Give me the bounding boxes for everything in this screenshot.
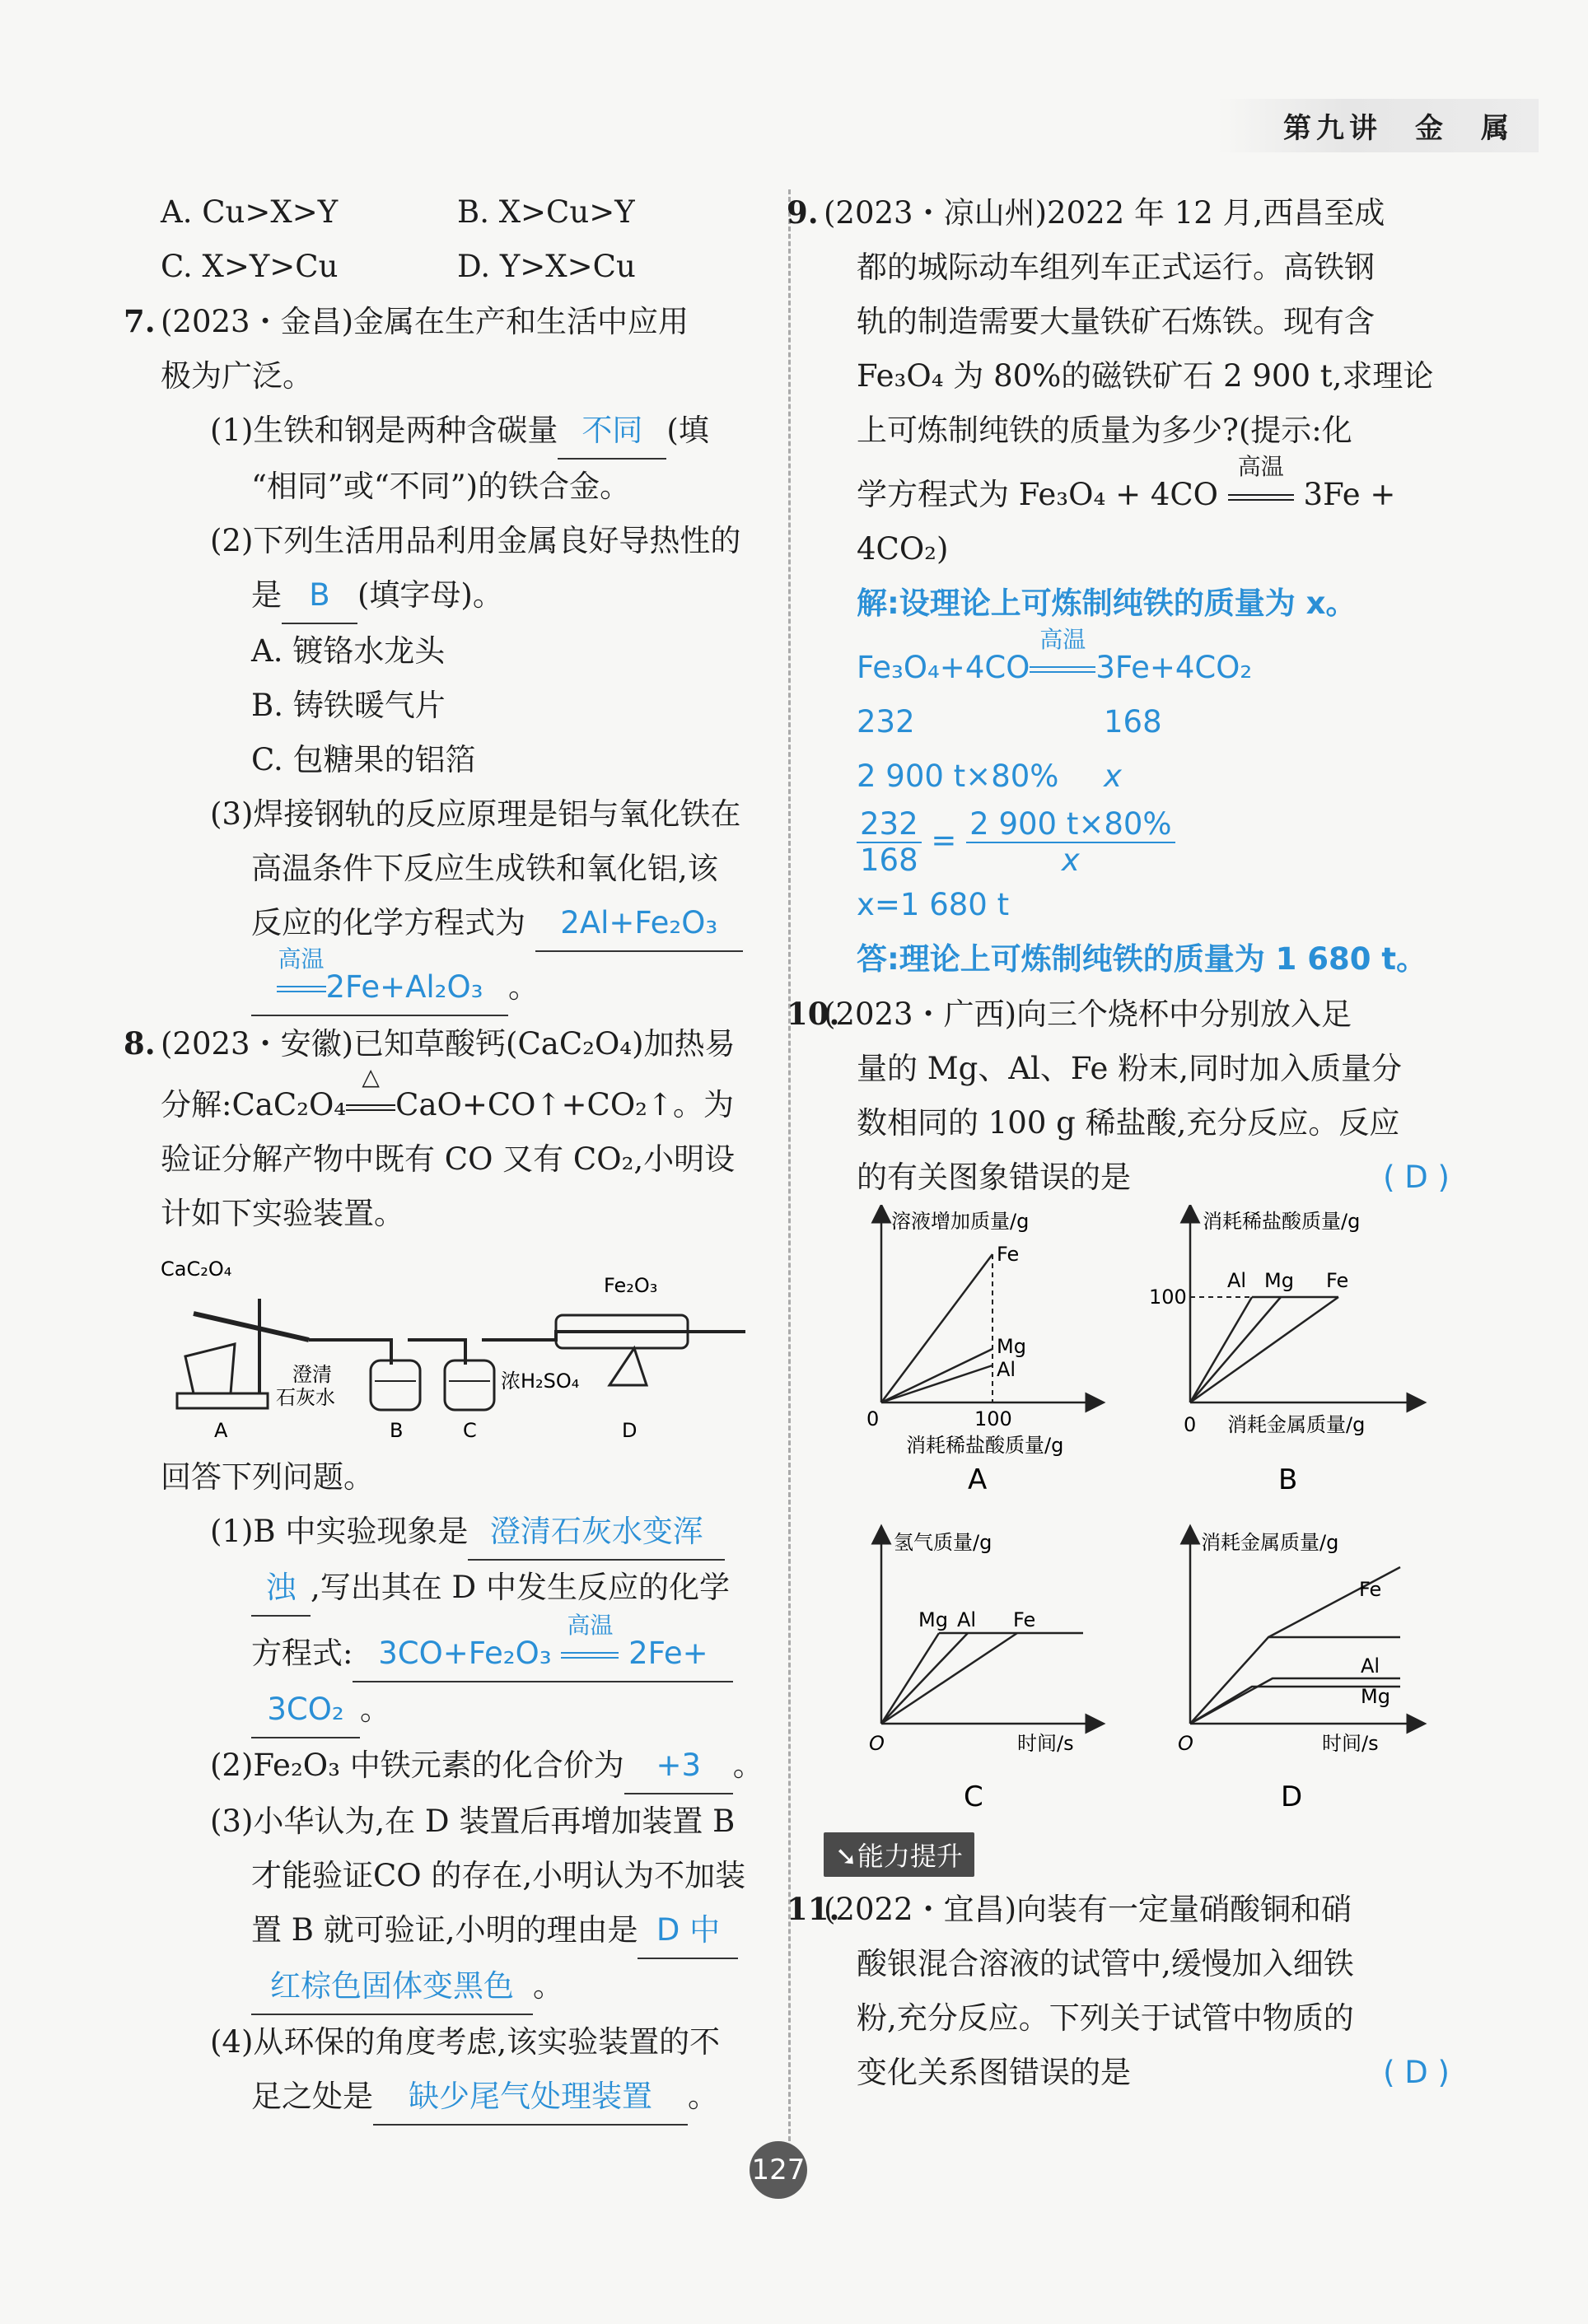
q11-number: 11. (787, 1891, 840, 1927)
graph-d-origin: O (1178, 1732, 1193, 1755)
graph-d (1178, 1531, 1417, 1813)
graph-c-caption: C (964, 1780, 983, 1813)
graph-a-caption: A (968, 1463, 988, 1496)
q8-p3-end: 。 (533, 1968, 563, 2004)
q6-option-a: A. Cu>X>Y (161, 194, 339, 230)
graph-a-mg: Mg (997, 1335, 1026, 1358)
q7-stem-cont: 极为广泛。 (161, 358, 313, 394)
fig-label-b: B (390, 1419, 404, 1442)
q9-solution-condition: 高温 (1039, 626, 1086, 653)
question-10 (787, 987, 1450, 1826)
chapter-header: 第九讲 金 属 (1217, 99, 1539, 152)
graph-d-ylabel: 消耗金属质量/g (1201, 1531, 1339, 1554)
graph-d-caption: D (1281, 1780, 1303, 1813)
q7-p3-product: 2Fe+Al₂O₃ (325, 969, 483, 1005)
graph-c-ylabel: 氢气质量/g (894, 1531, 992, 1554)
q8-p3-text: (3)小华认为,在 D 装置后再增加装置 B (210, 1804, 736, 1839)
q9-solution-mass-1: 232 (857, 704, 915, 740)
q8-p3-answer-1: D 中 (638, 1903, 738, 1959)
graph-a-line-al (881, 1365, 992, 1402)
q7-p3-answer-2 (251, 945, 508, 1016)
graph-b-ylabel: 消耗稀盐酸质量/g (1203, 1210, 1361, 1233)
q6-option-d: D. Y>X>Cu (457, 249, 636, 284)
q7-option-b: B. 铸铁暖气片 (251, 688, 446, 723)
q9-line-2: 都的城际动车组列车正式运行。高铁钢 (857, 250, 1375, 285)
graph-b-line-fe (1190, 1297, 1338, 1402)
q8-p3-answer-2: 红棕色固体变黑色 (251, 1959, 533, 2015)
graph-a-x100: 100 (974, 1407, 1012, 1430)
graph-b-y100: 100 (1149, 1286, 1187, 1309)
q8-p1-answer-1: 澄清石灰水变浑 (468, 1505, 725, 1561)
q9-solution-result: x=1 680 t (857, 887, 1010, 922)
q9-fraction-2-den: x (1061, 842, 1080, 878)
q10-number: 10. (787, 996, 840, 1032)
graph-a-origin: 0 (866, 1407, 880, 1430)
graph-a-xlabel: 消耗稀盐酸质量/g (906, 1434, 1064, 1457)
fig-limewater-label-2: 石灰水 (276, 1386, 335, 1409)
q10-graphs (824, 1205, 1450, 1822)
q9-line-5: 上可炼制纯铁的质量为多少?(提示:化 (857, 413, 1352, 448)
q7-p3-condition: 高温 (278, 945, 325, 973)
graph-a (866, 1210, 1095, 1496)
graph-b (1149, 1210, 1417, 1496)
q8-eq-products: 2Fe+ (628, 1636, 708, 1671)
q9-solution-eq-left: Fe₃O₄+4CO (857, 650, 1030, 685)
fig-lamp-d (610, 1348, 647, 1385)
q9-line-3: 轨的制造需要大量铁矿石炼铁。现有含 (857, 304, 1375, 339)
q8-p1-prompt: 方程式: (251, 1636, 353, 1671)
q8-p2-end: 。 (732, 1748, 764, 1783)
q8-p4-text: (4)从环保的角度考虑,该实验装置的不 (210, 2024, 721, 2060)
q7-p3-text: (3)焊接钢轨的反应原理是铝与氧化铁在 (210, 796, 741, 832)
q7-p3-end: 。 (508, 969, 539, 1005)
q9-hint-condition: 高温 (1237, 453, 1284, 480)
fig-h2so4-label: 浓H₂SO₄ (501, 1370, 580, 1393)
q8-p2-text: (2)Fe₂O₃ 中铁元素的化合价为 (210, 1748, 624, 1783)
graph-d-al: Al (1361, 1654, 1380, 1678)
q7-option-a: A. 镀铬水龙头 (251, 633, 446, 669)
graph-b-mg: Mg (1264, 1269, 1294, 1292)
q8-p1-text: (1)B 中实验现象是 (210, 1514, 469, 1549)
graph-a-fe: Fe (997, 1243, 1020, 1266)
graph-c-fe: Fe (1013, 1608, 1036, 1631)
graph-b-line-al (1190, 1297, 1252, 1402)
q7-p1-hint: (填 (666, 413, 709, 448)
q8-stem-3: 验证分解产物中既有 CO 又有 CO₂,小明设 (161, 1141, 736, 1177)
graph-c-line-al (881, 1633, 968, 1724)
graph-c-origin: O (869, 1732, 885, 1755)
graph-b-caption: B (1278, 1463, 1298, 1496)
graph-c-xlabel: 时间/s (1017, 1732, 1074, 1755)
q8-p3-cont: 才能验证CO 的存在,小明认为不加装 (251, 1858, 746, 1893)
fig-label-c: C (463, 1419, 477, 1442)
graph-c-line-fe (881, 1633, 1017, 1724)
q9-line-4: Fe₃O₄ 为 80%的磁铁矿石 2 900 t,求理论 (857, 358, 1434, 394)
graph-b-origin: 0 (1184, 1413, 1197, 1436)
q9-line-7: 4CO₂) (857, 531, 949, 567)
question-8 (124, 1016, 764, 2126)
q8-stem-4: 计如下实验装置。 (161, 1196, 404, 1231)
graph-a-line-mg (881, 1349, 992, 1402)
q8-ask: 回答下列问题。 (161, 1459, 374, 1495)
graph-d-line-fe (1190, 1637, 1400, 1724)
q8-heat-symbol: △ (362, 1063, 380, 1090)
q8-eq-condition: 高温 (567, 1612, 614, 1639)
fig-bottle-b (371, 1360, 420, 1410)
q9-solution-let: 解:设理论上可炼制纯铁的质量为 x。 (857, 586, 1357, 621)
q9-line-6a: 学方程式为 Fe₃O₄ + 4CO (857, 477, 1219, 512)
q7-number: 7. (124, 303, 156, 339)
q9-solution-eq-right: 3Fe+4CO₂ (1095, 650, 1253, 685)
q8-apparatus-figure (161, 1241, 754, 1447)
graph-b-line-mg (1190, 1297, 1281, 1402)
q7-p1-cont: “相同”或“不同”)的铁合金。 (251, 469, 631, 504)
q11-line-2: 酸银混合溶液的试管中,缓慢加入细铁 (857, 1946, 1354, 1981)
fig-cac2o4-label: CaC₂O₄ (161, 1258, 232, 1281)
graph-a-al: Al (997, 1358, 1016, 1381)
q8-p4-end: 。 (688, 2079, 718, 2114)
q7-p2-text: (2)下列生活用品利用金属良好导热性的 (210, 523, 741, 558)
section-heading (824, 1832, 1450, 1877)
q9-solution-given: 2 900 t×80% (857, 758, 1059, 794)
q7-p2-answer: B (282, 568, 357, 624)
q8-p1-equation (353, 1612, 733, 1682)
q7-p1-answer: 不同 (558, 404, 666, 460)
q10-answer: ( D ) (1383, 1160, 1450, 1195)
q11-line-4: 变化关系图错误的是 (857, 2055, 1131, 2090)
fig-burner (185, 1344, 235, 1393)
q8-p1-answer-2: 浊 (251, 1561, 311, 1617)
graph-b-xlabel: 消耗金属质量/g (1227, 1413, 1366, 1436)
q7-p2-shi: 是 (251, 577, 282, 613)
question-11 (787, 1882, 1450, 2100)
q7-p3-prompt: 反应的化学方程式为 (251, 905, 525, 940)
q9-fraction-2-num: 2 900 t×80% (966, 807, 1175, 843)
graph-c-line-mg (881, 1633, 939, 1724)
fig-fe2o3-label: Fe₂O₃ (604, 1274, 658, 1297)
section-title: 能力提升 (857, 1841, 963, 1872)
arrow-icon: ➘ (835, 1841, 857, 1872)
q6-option-c: C. X>Y>Cu (161, 249, 339, 284)
q9-fraction-1-den: 168 (860, 842, 918, 878)
graph-d-mg: Mg (1361, 1685, 1390, 1708)
q11-line-3: 粉,充分反应。下列关于试管中物质的 (857, 2000, 1354, 2036)
q10-line-3: 数相同的 100 g 稀盐酸,充分反应。反应 (857, 1105, 1400, 1141)
q11-line-1: (2022・宜昌)向装有一定量硝酸铜和硝 (824, 1892, 1352, 1927)
q7-p3-answer-1: 2Al+Fe₂O₃ (535, 896, 743, 952)
q8-eq-reactants: 3CO+Fe₂O₃ (378, 1636, 552, 1671)
q9-number: 9. (787, 194, 819, 231)
q8-p3-prompt: 置 B 就可验证,小明的理由是 (251, 1912, 638, 1948)
fig-label-d: D (622, 1419, 638, 1442)
graph-b-al: Al (1227, 1269, 1247, 1292)
q11-answer: ( D ) (1383, 2055, 1450, 2090)
q10-line-2: 量的 Mg、Al、Fe 粉末,同时加入质量分 (857, 1051, 1402, 1086)
graph-d-fe: Fe (1359, 1578, 1382, 1601)
graph-c-al: Al (957, 1608, 977, 1631)
q8-p1-cont: ,写出其在 D 中发生反应的化学 (311, 1570, 730, 1605)
graph-a-ylabel: 溶液增加质量/g (891, 1210, 1030, 1233)
fig-test-tube (194, 1314, 309, 1340)
q9-solution-unknown: x (1104, 758, 1122, 794)
q6-option-b: B. X>Cu>Y (457, 194, 635, 230)
q7-p2-hint: (填字母)。 (357, 577, 503, 613)
q8-p2-answer: +3 (624, 1738, 733, 1794)
graph-c (869, 1531, 1095, 1813)
q6-options (161, 185, 754, 294)
q8-eq-products-2: 3CO₂ (251, 1682, 360, 1738)
q8-stem-2a: 分解:CaC₂O₄ (161, 1087, 347, 1122)
graph-b-fe: Fe (1326, 1269, 1349, 1292)
fig-bottle-c (445, 1360, 494, 1410)
q8-p4-prompt: 足之处是 (251, 2079, 373, 2114)
column-divider (788, 189, 791, 2141)
q9-line-6b: 3Fe + (1303, 477, 1396, 512)
fig-stand-base (177, 1393, 268, 1408)
q7-p3-cont: 高温条件下反应生成铁和氧化铝,该 (251, 851, 718, 886)
graph-c-mg: Mg (918, 1608, 948, 1631)
page-number: 127 (750, 2141, 807, 2199)
question-7 (124, 294, 754, 1016)
q8-p1-end: 。 (360, 1692, 390, 1727)
left-column (124, 185, 764, 2126)
fig-label-a: A (214, 1419, 228, 1442)
q8-stem: (2023・安徽)已知草酸钙(CaC₂O₄)加热易 (161, 1026, 736, 1062)
q10-line-4: 的有关图象错误的是 (857, 1160, 1131, 1195)
q9-solution-mass-2: 168 (1104, 704, 1162, 740)
q7-p1-text: (1)生铁和钢是两种含碳量 (210, 413, 558, 448)
q8-number: 8. (124, 1025, 156, 1062)
section-badge (824, 1832, 974, 1877)
q8-p4-answer: 缺少尾气处理装置 (373, 2070, 688, 2126)
q9-solution-answer: 答:理论上可炼制纯铁的质量为 1 680 t。 (857, 941, 1427, 977)
q7-stem: (2023・金昌)金属在生产和生活中应用 (161, 304, 689, 339)
right-column (787, 185, 1450, 2100)
question-9: 9. (2023・凉山州)2022 年 12 月,西昌至成 都的城际动车组列车正式运行。高铁钢 轨的制造需要大量铁矿石炼铁。现有含 Fe₃O₄ 为 80%的磁铁矿石 2 900 t,求理论 上可炼制纯铁的质量为多少?(提示:化 学方程式为 Fe₃O₄ + 4CO 高温 3Fe + 4CO₂) 解:设理论上可炼制纯铁的质量为 x。 Fe₃O₄+4CO 高温 3Fe+4CO₂ 232 168 2 900 t×80% x $\frac{232}{168}$ = $\frac{2 900 t\times 80\%}{x}$ x=1 680 t 答:理论上可炼制纯铁的质量为 1 680 t。 (824, 185, 1450, 987)
graph-d-xlabel: 时间/s (1322, 1732, 1379, 1755)
q9-fraction-1-num: 232 (857, 807, 922, 843)
q7-option-c: C. 包糖果的铝箔 (251, 742, 476, 777)
q8-stem-2b: CaO+CO↑+CO₂↑。为 (395, 1087, 734, 1122)
q9-line-1: (2023・凉山州)2022 年 12 月,西昌至成 (824, 195, 1385, 231)
graph-a-line-fe (881, 1254, 992, 1402)
q10-line-1: (2023・广西)向三个烧杯中分别放入足 (824, 996, 1352, 1032)
fig-limewater-label: 澄清 (292, 1363, 332, 1386)
